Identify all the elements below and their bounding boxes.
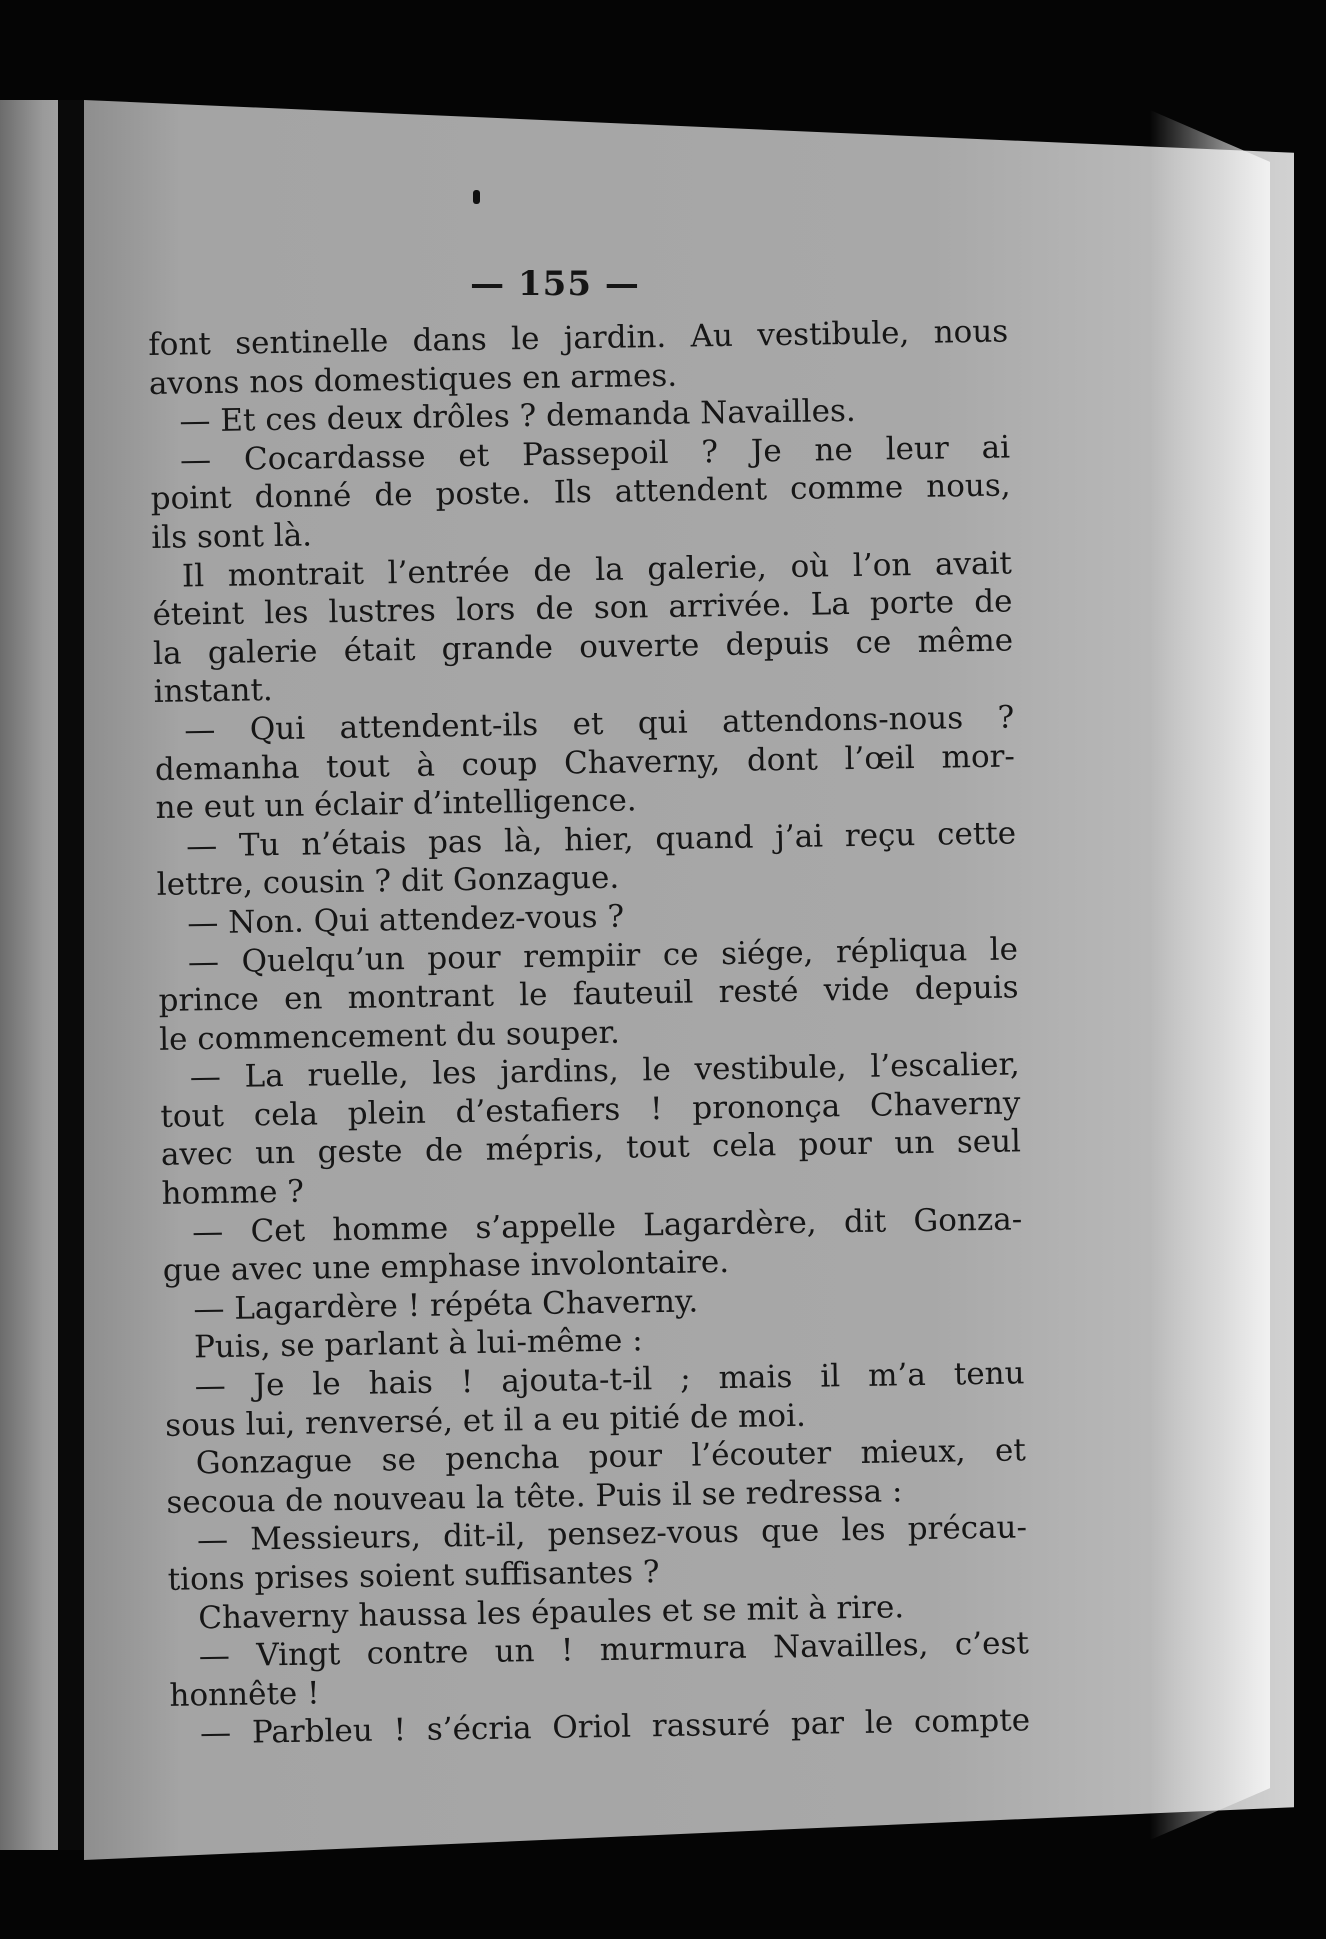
page-number: — 155 — — [470, 264, 640, 304]
text-line: — Cet homme s’appelle Lagardère, dit Gonza- — [191, 1201, 1023, 1251]
text-line: éteint les lustres lors de son arrivée. La porte de — [152, 583, 1013, 634]
text-line: — Lagardère ! répéta Chaverny. — [193, 1283, 699, 1328]
text-line: homme ? — [161, 1173, 305, 1212]
text-line: sous lui, renversé, et il a eu pitié de moi. — [164, 1397, 807, 1444]
page-edge-highlight — [1150, 110, 1270, 1840]
text-line: gue avec une emphase involontaire. — [162, 1244, 730, 1290]
page-body-text — [148, 312, 1030, 1753]
text-line: ne eut un éclair d’intelligence. — [155, 782, 637, 827]
text-line: secoua de nouveau la tête. Puis il se redressa : — [166, 1473, 903, 1521]
ink-mark — [473, 190, 480, 204]
text-line: Gonzague se pencha pour l’écouter mieux, et — [195, 1432, 1027, 1482]
text-line: honnête ! — [169, 1675, 320, 1714]
text-line: tions prises soient suffisantes ? — [167, 1554, 660, 1598]
text-line: Il montrait l’entrée de la galerie, où l’on avait — [181, 545, 1013, 595]
text-line: demanha tout à coup Chaverny, dont l’œil mor- — [154, 737, 1016, 788]
text-line: — Quelqu’un pour rempiir ce siége, répliqua le — [187, 930, 1019, 980]
text-line: la galerie était grande ouverte depuis ce même — [152, 622, 1014, 672]
text-line: — Je le hais ! ajouta-t-il ; mais il m’a tenu — [194, 1355, 1025, 1405]
text-line: tout cela plein d’estafiers ! prononça Chaverny — [160, 1085, 1021, 1135]
text-line: point donné de poste. Ils attendent comme nous, — [150, 467, 1011, 518]
text-line: — Parbleu ! s’écria Oriol rassuré par le compte — [199, 1702, 1031, 1752]
text-line: Chaverny haussa les épaules et se mit à rire. — [198, 1588, 905, 1636]
text-line: le commencement du souper. — [158, 1014, 621, 1058]
text-line: lettre, cousin ? dit Gonzague. — [156, 859, 620, 904]
text-line: prince en montrant le fauteuil resté vide depuis — [158, 969, 1019, 1020]
text-line: — Et ces deux drôles ? demanda Navailles. — [179, 393, 856, 440]
text-line: Puis, se parlant à lui-même : — [193, 1322, 643, 1366]
text-line: avec un geste de mépris, tout cela pour un seul — [160, 1123, 1022, 1174]
text-line: — Qui attendent-ils et qui attendons-nous ? — [184, 699, 1015, 749]
text-line: — Vingt contre un ! murmura Navailles, c’est — [198, 1625, 1030, 1675]
text-line: — Cocardasse et Passepoil ? Je ne leur ai — [179, 429, 1011, 479]
text-line: — Messieurs, dit-il, pensez-vous que les précau- — [196, 1509, 1028, 1559]
text-line: ils sont là. — [151, 517, 313, 556]
text-line: font sentinelle dans le jardin. Au vestibule, nous — [148, 313, 1009, 363]
text-line: avons nos domestiques en armes. — [148, 357, 678, 402]
book-spine — [58, 100, 84, 1850]
text-line: — Non. Qui attendez-vous ? — [187, 898, 625, 942]
text-line: instant. — [153, 672, 274, 711]
text-line: — La ruelle, les jardins, le vestibule, l’escalier, — [189, 1046, 1020, 1096]
text-line: — Tu n’étais pas là, hier, quand j’ai reçu cette — [185, 815, 1017, 865]
